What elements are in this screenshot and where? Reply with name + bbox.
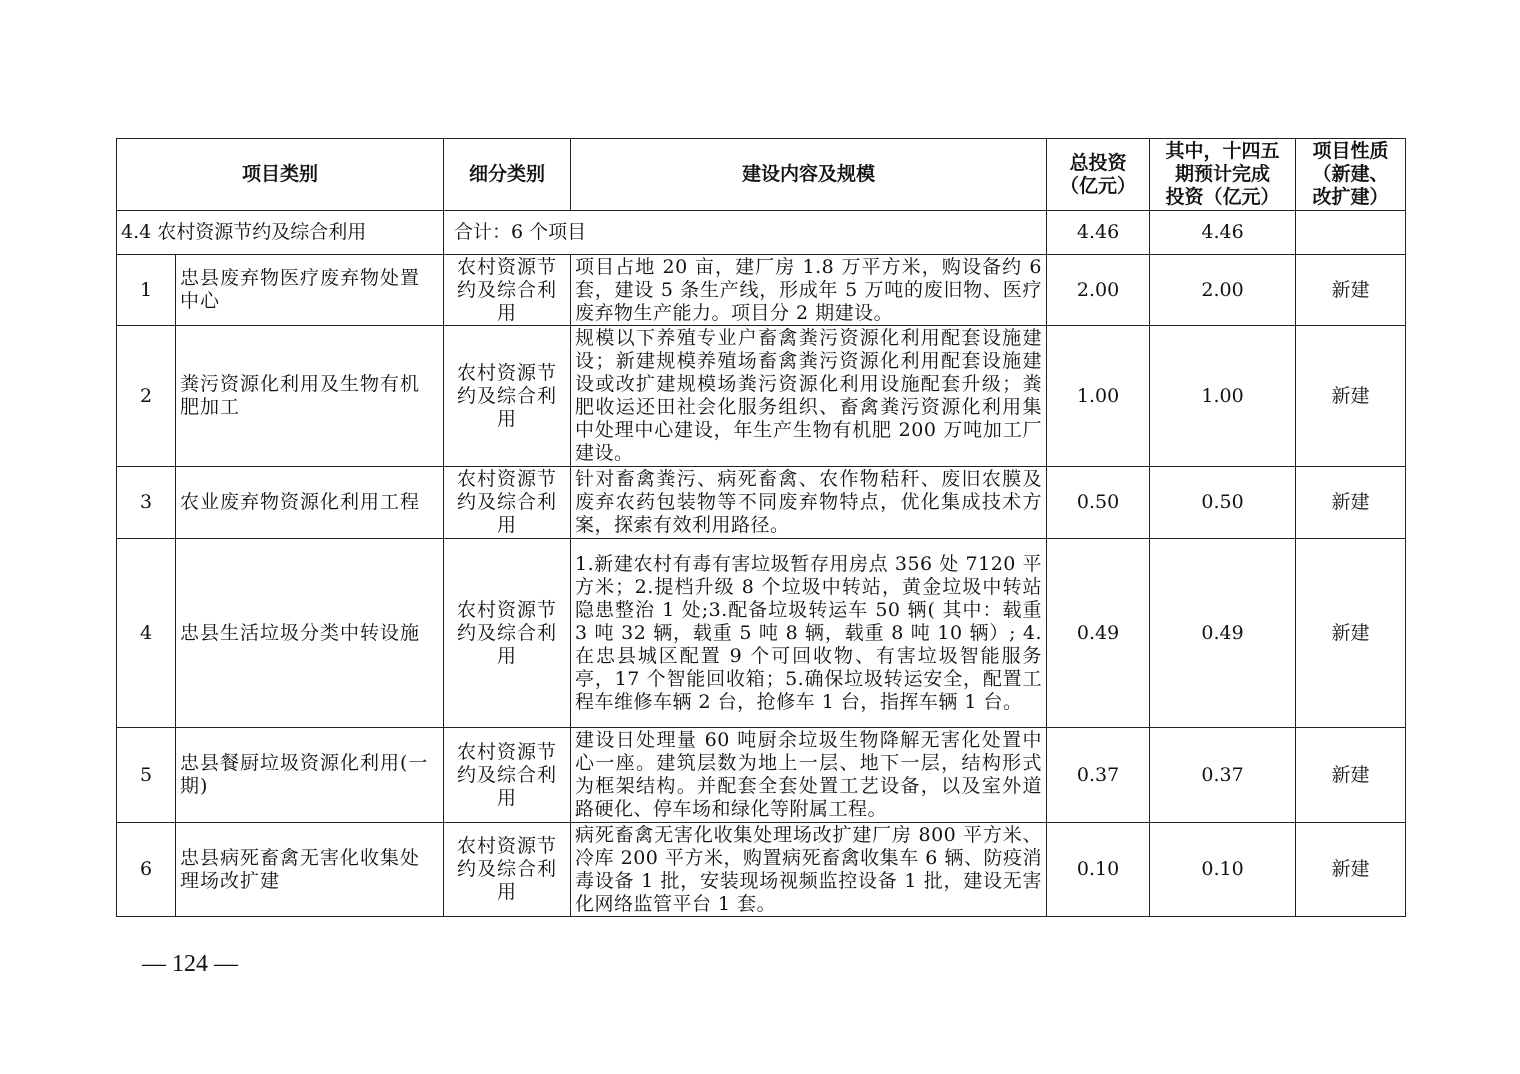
sub-category: 农村资源节 约及综合利 用: [444, 255, 571, 326]
header-row: [117, 139, 1406, 211]
project-name: 农业废弃物资源化利用工程: [176, 467, 444, 539]
row-number: 3: [117, 467, 176, 539]
project-name: 粪污资源化利用及生物有机肥加工: [176, 326, 444, 467]
construction-content: 建设日处理量 60 吨厨余垃圾生物降解无害化处置中心一座。建筑层数为地上一层、地下一层，结构形式为框架结构。并配套全套处置工艺设备，以及室外道路硬化、停车场和绿化等附属工程。: [571, 728, 1047, 823]
section-row: [117, 211, 1406, 255]
project-name: 忠县废弃物医疗废弃物处置中心: [176, 255, 444, 326]
header-plan-investment: 其中，十四五 期预计完成 投资（亿元）: [1150, 139, 1296, 211]
total-investment: 0.10: [1047, 823, 1150, 917]
row-number: 6: [117, 823, 176, 917]
plan-investment: 0.49: [1150, 539, 1296, 728]
section-summary: 合计：6 个项目: [444, 211, 1047, 255]
row-number: 5: [117, 728, 176, 823]
total-investment: 2.00: [1047, 255, 1150, 326]
construction-content: 规模以下养殖专业户畜禽粪污资源化利用配套设施建设；新建规模养殖场畜禽粪污资源化利用配套设施建设或改扩建规模场粪污资源化利用设施配套升级；粪肥收运还田社会化服务组织、畜禽粪污资源化利用集中处理中心建设，年生产生物有机肥 200 万吨加工厂建设。: [571, 326, 1047, 467]
table-row: [117, 823, 1406, 917]
sub-category: 农村资源节 约及综合利 用: [444, 539, 571, 728]
total-investment: 0.50: [1047, 467, 1150, 539]
section-title: 4.4 农村资源节约及综合利用: [117, 211, 444, 255]
project-name: 忠县病死畜禽无害化收集处理场改扩建: [176, 823, 444, 917]
table-row: [117, 467, 1406, 539]
construction-content: 项目占地 20 亩，建厂房 1.8 万平方米，购设备约 6 套，建设 5 条生产线，形成年 5 万吨的废旧物、医疗废弃物生产能力。项目分 2 期建设。: [571, 255, 1047, 326]
table-row: [117, 255, 1406, 326]
total-investment: 0.37: [1047, 728, 1150, 823]
project-table: [116, 138, 1406, 917]
project-nature: 新建: [1296, 728, 1406, 823]
plan-investment: 1.00: [1150, 326, 1296, 467]
section-plan: 4.46: [1150, 211, 1296, 255]
header-category: 项目类别: [117, 139, 444, 211]
plan-investment: 0.50: [1150, 467, 1296, 539]
project-nature: 新建: [1296, 467, 1406, 539]
sub-category: 农村资源节 约及综合利 用: [444, 326, 571, 467]
plan-investment: 0.37: [1150, 728, 1296, 823]
sub-category: 农村资源节 约及综合利 用: [444, 823, 571, 917]
plan-investment: 2.00: [1150, 255, 1296, 326]
total-investment: 0.49: [1047, 539, 1150, 728]
total-investment: 1.00: [1047, 326, 1150, 467]
page-number: — 124 —: [142, 951, 238, 977]
header-total-investment: 总投资 （亿元）: [1047, 139, 1150, 211]
plan-investment: 0.10: [1150, 823, 1296, 917]
row-number: 4: [117, 539, 176, 728]
sub-category: 农村资源节 约及综合利 用: [444, 728, 571, 823]
project-nature: 新建: [1296, 255, 1406, 326]
section-nature: [1296, 211, 1406, 255]
header-project-nature: 项目性质 （新建、 改扩建）: [1296, 139, 1406, 211]
project-name: 忠县餐厨垃圾资源化利用(一期): [176, 728, 444, 823]
row-number: 2: [117, 326, 176, 467]
construction-content: 病死畜禽无害化收集处理场改扩建厂房 800 平方米、冷库 200 平方米，购置病死畜禽收集车 6 辆、防疫消毒设备 1 批，安装现场视频监控设备 1 批，建设无害化网络监管平台 1 套。: [571, 823, 1047, 917]
header-content: 建设内容及规模: [571, 139, 1047, 211]
table-row: [117, 539, 1406, 728]
project-nature: 新建: [1296, 823, 1406, 917]
project-nature: 新建: [1296, 326, 1406, 467]
construction-content: 1.新建农村有毒有害垃圾暂存用房点 356 处 7120 平方米；2.提档升级 8 个垃圾中转站，黄金垃圾中转站隐患整治 1 处;3.配备垃圾转运车 50 辆( 其中：载重 3 吨 32 辆，载重 5 吨 8 辆，载重 8 吨 10 辆）; 4.在忠县城区配置 9 个可回收物、有害垃圾智能服务亭，17 个智能回收箱；5.确保垃圾转运安全，配置工程车维修车辆 2 台，抢修车 1 台，指挥车辆 1 台。: [571, 539, 1047, 728]
sub-category: 农村资源节 约及综合利 用: [444, 467, 571, 539]
row-number: 1: [117, 255, 176, 326]
table-row: [117, 728, 1406, 823]
section-total: 4.46: [1047, 211, 1150, 255]
project-nature: 新建: [1296, 539, 1406, 728]
table-row: [117, 326, 1406, 467]
header-subcategory: 细分类别: [444, 139, 571, 211]
construction-content: 针对畜禽粪污、病死畜禽、农作物秸秆、废旧农膜及废弃农药包装物等不同废弃物特点，优化集成技术方案，探索有效利用路径。: [571, 467, 1047, 539]
project-name: 忠县生活垃圾分类中转设施: [176, 539, 444, 728]
